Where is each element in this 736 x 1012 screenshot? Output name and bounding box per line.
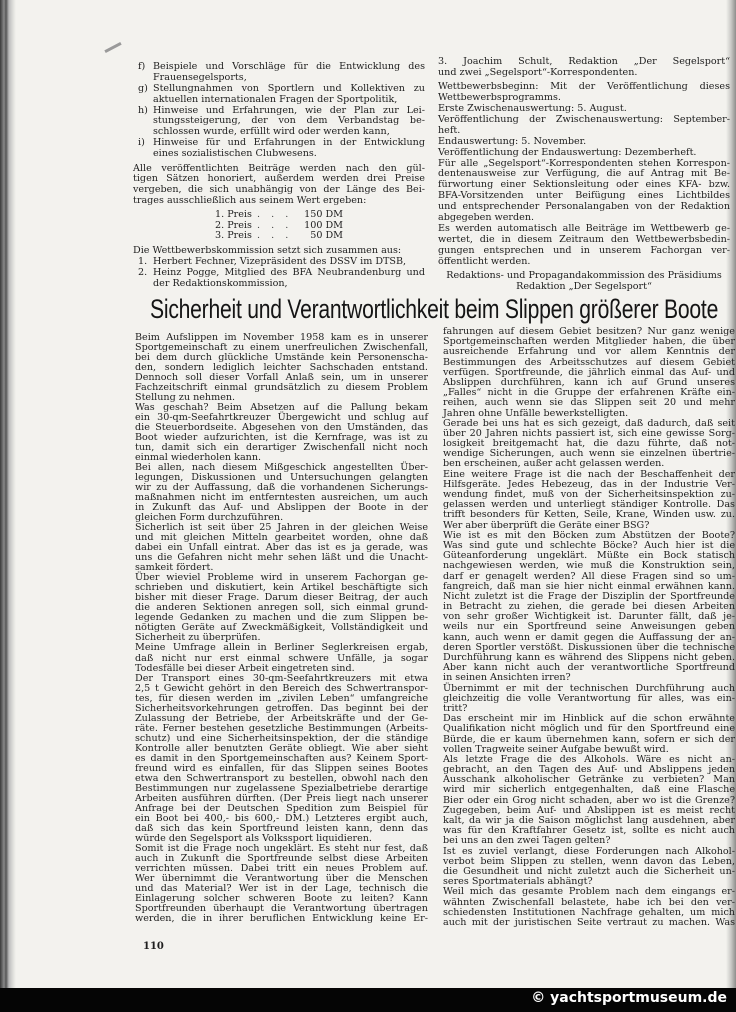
item-label: 1. [138, 255, 148, 267]
text-line: von sehr großer Wichtigkeit ist. Darunter fällt, daß je- [443, 611, 735, 623]
topic-list [133, 62, 425, 160]
paragraph [443, 531, 735, 684]
text-line: bisher mit dieser Frage. Darum dieser Beitrag, der auch [135, 592, 428, 604]
text-line: den, sondern lediglich leichter Sachschaden entstand. [135, 362, 428, 374]
list-item [133, 62, 425, 84]
text-line: gleichen Form durchzuführen. [135, 512, 284, 524]
item-label: f) [138, 61, 146, 72]
text-line: schrieben und diskutiert, kein Artikel beschäftigte sich [135, 582, 428, 594]
text-line: Herbert Fechner, Vizepräsident des DSSV im DTSB, [153, 255, 407, 267]
text-line: auch in Zukunft die Sportfreunde selbst diese Arbeiten [135, 852, 428, 864]
list-item [133, 84, 425, 106]
item-label: i) [138, 137, 145, 149]
text-line: die Gesundheit und nicht zuletzt auch die Sicherheit un- [443, 865, 735, 877]
text-line: in seinen Ansichten irren? [443, 672, 571, 684]
text-line: etwa den Schwertransport zu bestellen, obwohl nach den [135, 772, 428, 784]
paragraph [438, 148, 730, 159]
text-line: Bestimmungen des Arbeitsschutzes auf diesem Gebiet [443, 356, 735, 368]
text-line: verbot beim Slippen zu stellen, wenn davon das Leben, [443, 855, 735, 867]
list-item [133, 138, 425, 160]
paragraph [438, 224, 730, 268]
text-line: Über wieviel Probleme wird in unserem Fachorgan ge- [135, 572, 428, 584]
text-line: uns die Gefahren nicht mehr sehen läßt und die Unacht- [135, 552, 428, 564]
watermark-text: © yachtsportmuseum.de [531, 990, 727, 1006]
text-line: gleichzeitig die volle Verantwortung für alles, was ein- [443, 692, 735, 704]
text-line: samkeit fördert. [135, 562, 214, 574]
text-line: Der Transport eines 30-qm-Seefahrtkreuzers mit etwa [135, 672, 428, 684]
text-line: würde den Segelsport als Volkssport liquidieren. [135, 832, 372, 844]
text-line: Wie ist es mit den Böcken zum Abstützen der Boote? [443, 529, 735, 541]
paragraph [438, 115, 730, 137]
article-column-right [443, 327, 735, 928]
text-line: Boot wieder aufzurichten, ist die Kernfrage, was ist zu [135, 432, 428, 444]
text-line: trifft besonders für Ketten, Seile, Krane, Winden usw. zu. [443, 509, 735, 521]
text-line: Sicherheit zu überprüfen. [135, 632, 261, 644]
text-line: Sportgemeinschaft zu einem unerfreulichen Zwischenfall, [135, 342, 428, 354]
paragraph [443, 755, 735, 847]
paragraph [443, 847, 735, 888]
text-line: schutz) und eine Sicherheitsinspektion, der die ständige [135, 732, 428, 744]
text-line: Aber kann nicht auch der verantwortliche Sportfreund [443, 662, 735, 674]
text-line: Zugegeben, beim Auf- und Abslippen ist es meist recht [443, 804, 735, 816]
text-line: aktuellen internationalen Fragen der Sportpolitik, [153, 93, 398, 105]
text-line: Bier oder ein Grog nicht schaden, aber wo ist die Grenze? [443, 794, 735, 806]
text-line: gebracht, an den Tagen des Auf- und Abslippens jeden [443, 764, 735, 776]
text-line: Hinweise für und Erfahrungen in der Entwicklung [153, 137, 425, 149]
paragraph [438, 137, 730, 148]
text-line: Stellung zu nehmen. [135, 392, 236, 404]
text-line: wendung findet, muß von der Sicherheitsinspektion zu- [443, 489, 735, 500]
text-line: Das erscheint mir im Hinblick auf die schon erwähnte [443, 713, 735, 725]
text-line: Todesfälle bei dieser Arbeit eingetreten sind. [135, 662, 355, 674]
signature-line-2: Redaktion „Der Segelsport“ [516, 280, 652, 292]
text-line: tun, damit sich ein derartiger Zwischenfall nicht noch [135, 442, 428, 454]
text-line: heft. [438, 124, 461, 136]
text-line: kann, auch wenn er damit gegen die Auffassung der an- [443, 631, 735, 643]
text-line: Wer übernimmt die Verantwortung über die Menschen [135, 872, 428, 884]
text-line: Dennoch soll dieser Vorfall Anlaß sein, um in unserer [135, 372, 428, 384]
text-line: Für alle „Segelsport“-Korrespondenten stehen Korrespon- [438, 157, 730, 169]
text-line: Meine Umfrage allein in Berliner Seglerkreisen ergab, [135, 642, 428, 654]
text-line: Beim Aufslippen im November 1958 kam es in unserer [135, 332, 428, 343]
text-line: verfügen. Sportfreunde, die jährlich einmal das Auf- und [443, 366, 735, 378]
paragraph [438, 159, 730, 224]
paragraph [443, 327, 735, 419]
commission-member [133, 268, 425, 290]
text-line: auch mit der juristischen Seite vertraut zu machen. Was [443, 916, 735, 928]
text-line: Endauswertung: 5. November. [438, 135, 587, 147]
text-line: die anderen Sektionen anregen soll, sich einmal grund- [135, 602, 428, 614]
text-line: schlossen wurde, erfüllt wird oder werden kann, [153, 126, 390, 138]
text-line: 2,5 t Gewicht gehört in den Bereich des Schwertranspor- [135, 682, 428, 694]
text-line: Ausschank alkoholischer Getränke zu verbieten? Man [443, 774, 735, 786]
text-line: freund wird es einfallen, für das Slippen seines Bootes [135, 762, 428, 774]
text-line: öffentlicht werden. [438, 255, 531, 267]
text-line: Nicht zuletzt ist die Frage der Disziplin der Sportfreunde [443, 590, 735, 602]
paragraph [443, 887, 735, 928]
text-line: dentenausweise zur Verfügung, die auf Antrag mit Be- [438, 168, 730, 180]
text-line: losigkeit breitgemacht hat, die dazu führte, daß not- [443, 438, 735, 450]
prize-row [215, 231, 343, 242]
prize-paragraph [133, 164, 425, 208]
text-line: eines sozialistischen Clubwesens. [153, 148, 317, 160]
text-line: Alle veröffentlichten Beiträge werden nach den gül- [133, 162, 425, 174]
text-line: schiedensten Institutionen Nachfrage gehalten, um mich [443, 906, 735, 918]
paragraph [443, 714, 735, 755]
prize-amount: 50 DM [310, 230, 343, 242]
text-line: kalt, da wir ja die Saison möglichst lang ausdehnen, aber [443, 815, 735, 826]
prize-label: 3. Preis [215, 230, 252, 242]
text-line: über 20 Jahren nichts passiert ist, sich eine gewisse Sorg- [443, 427, 735, 439]
prize-amount: 100 DM [304, 219, 343, 231]
text-line: daß nicht nur erst einmal schwere Unfälle, ja sogar [135, 652, 428, 664]
text-line: Gerade bei uns hat es sich gezeigt, daß dadurch, daß seit [443, 417, 735, 429]
paragraph [135, 403, 428, 463]
text-line: Weil mich das gesamte Problem nach dem eingangs er- [443, 886, 735, 898]
text-line: trages ausschließlich aus seinem Wert ergeben: [133, 195, 367, 207]
page-number: 110 [143, 941, 164, 952]
prize-dots: . . . [257, 219, 293, 231]
text-line: ein Boot bei 400,- bis 600,- DM.) Letzteres ergibt auch, [135, 812, 428, 824]
text-line: Anfrage bei der Deutschen Spedition zum Beispiel für [135, 802, 428, 814]
text-line: maßnahmen nicht im entferntesten ausreichen, um auch [135, 492, 428, 504]
prize-dots: . . . [257, 230, 293, 242]
text-line: Arbeiten ausführen dürften. (Der Preis liegt nach unserer [135, 792, 428, 804]
item-label: 2. [138, 266, 148, 278]
text-line: Jahren ohne Unfälle bewerkstelligten. [443, 407, 629, 419]
text-line: 3. Joachim Schult, Redaktion „Der Segelsport“ [438, 56, 730, 67]
text-line: und zwei „Segelsport“-Korrespondenten. [438, 66, 638, 78]
text-line: Was sind gute und schlechte Böcke? Auch hier ist die [443, 539, 735, 551]
text-line: deren Sportler verstößt. Diskussionen über die technische [443, 641, 735, 653]
signature-line-1: Redaktions- und Propagandakommission des Präsidiums [446, 269, 722, 281]
text-line: fangreich, daß man sie hier nicht einmal erwähnen kann. [443, 580, 735, 592]
commission-intro: Die Wettbewerbskommission setzt sich zusammen aus: [133, 244, 402, 256]
text-line: Stellungnahmen von Sportlern und Kollektiven zu [153, 82, 425, 94]
text-line: wendige Sicherungen, auch wenn sie einzelnen übertrie- [443, 448, 735, 460]
text-line: wertet, die in diesem Zeitraum den Wettbewerbsbedin- [438, 233, 730, 245]
prize-label: 1. Preis [215, 209, 252, 221]
paragraph [438, 82, 730, 104]
text-line: Ist es zuviel verlangt, diese Forderungen nach Alkohol- [443, 845, 735, 857]
paragraph [443, 419, 735, 470]
text-line: Heinz Pogge, Mitglied des BFA Neubrandenburg und [153, 266, 425, 278]
text-line: in Betracht zu ziehen, die gerade bei diesen Arbeiten [443, 601, 735, 613]
text-line: Abslippen durchführen, kann ich auf Grund unseres [443, 376, 735, 388]
watermark-bar [0, 988, 736, 1012]
text-line: BFA-Vorsitzenden unter Beifügung eines Lichtbildes [438, 190, 730, 202]
text-line: Frauensegelsports, [153, 71, 247, 83]
paragraph [135, 523, 428, 573]
text-line: was für den Kraftfahrer Gesetz ist, sollte es nicht auch [443, 825, 735, 837]
book-binding-shadow [0, 0, 16, 1012]
text-line: darf er genagelt werden? All diese Fragen sind so um- [443, 570, 735, 582]
scan-mark [104, 42, 121, 53]
text-line: wir zu der Auffassung, daß die vorhandenen Sicherungs- [135, 482, 428, 494]
competition-schedule [438, 82, 730, 267]
commission-members [133, 257, 425, 290]
text-line: Hilfsgeräte. Jedes Hebezeug, das in der Industrie Ver- [443, 478, 735, 490]
paragraph [135, 674, 428, 844]
text-line: vollen Tragweite seiner Aufgabe bewußt wird. [443, 743, 669, 755]
paragraph [135, 643, 428, 673]
text-line: und das Material? Wer ist in der Lage, technisch die [135, 882, 428, 894]
paragraph [443, 684, 735, 715]
text-line: die Steuerbordseite. Abgesehen von den Umständen, das [135, 422, 428, 434]
prize-amount: 150 DM [304, 209, 343, 221]
text-line: weils nur ein Sportfreund seine Anweisungen geben [443, 621, 735, 633]
text-line: nachgewiesen werden, wie muß die Konstruktion sein, [443, 560, 735, 572]
text-line: Sicherheitsvorkehrungen getroffen. Das beginnt bei der [135, 702, 428, 714]
text-line: tritt? [443, 702, 468, 714]
paragraph [443, 470, 735, 531]
text-line: fahrungen auf diesem Gebiet besitzen? Nur ganz wenige [443, 326, 735, 337]
text-line: bei dem durch glückliche Umstände kein Personenscha- [135, 352, 428, 364]
paragraph [135, 333, 428, 403]
text-line: Eine weitere Frage ist die nach der Beschaffenheit der [443, 468, 735, 480]
text-line: Sicherlich ist seit über 25 Jahren in der gleichen Weise [135, 522, 428, 534]
item-label: g) [138, 82, 148, 94]
article-column-left [135, 333, 428, 924]
text-line: stungssteigerung, der von dem Verbandstag be- [153, 115, 425, 127]
paragraph [135, 573, 428, 643]
text-line: gungen entsprechen und in unserem Fachorgan ver- [438, 244, 730, 256]
text-line: gelassen werden und unterliegt ständiger Kontrolle. Das [443, 499, 735, 511]
article-title: Sicherheit und Verantwortlichkeit beim Slippen größerer Boote [150, 294, 719, 324]
text-line: Kontrolle aller benutzten Geräte obliegt. Wie aber sieht [135, 742, 428, 754]
text-line: und mit gleichen Mitteln gearbeitet worden, ohne daß [135, 532, 428, 544]
text-line: Wettbewerbsprogramms. [438, 92, 561, 104]
prize-table [215, 210, 343, 242]
text-line: Bestimmungen nur zugelassene Spezialbetriebe derartige [135, 782, 428, 794]
text-line: seres Sportmaterials abhängt? [443, 876, 593, 888]
item-label: h) [138, 104, 148, 116]
text-line: Veröffentlichung der Zwischenauswertung: September- [438, 113, 730, 125]
text-line: Bürde, die er kaum übernehmen kann, sofern er sich der [443, 733, 735, 745]
text-line: legende Gedanken zu machen und die zum Slippen be- [135, 612, 428, 624]
text-line: tes, für diesen werden im „zivilen Leben“ umfangreiche [135, 692, 428, 704]
competition-terms-right [438, 57, 730, 293]
text-line: reihen, auch wenn sie das Slippen seit 20 und mehr [443, 397, 735, 409]
prize-label: 2. Preis [215, 219, 252, 231]
competition-terms-left [133, 62, 425, 289]
paragraph [135, 844, 428, 924]
text-line: ben erscheinen, außer acht gelassen werden. [443, 458, 665, 470]
text-line: Wettbewerbsbeginn: Mit der Veröffentlichung dieses [438, 81, 730, 93]
text-line: fürwortung einer Sektionsleitung oder eines KFA- bzw. [438, 179, 730, 191]
text-line: Fachzeitschrift einmal grundsätzlich zu diesem Problem [135, 382, 428, 394]
text-line: bei uns an den zwei Tagen gelten? [443, 835, 611, 847]
text-line: legungen, Diskussionen und Untersuchungen gelangten [135, 472, 428, 484]
text-line: in Zukunft das Auf- und Abslippen der Boote in der [135, 502, 428, 514]
text-line: wähnten Zwischenfall belastete, habe ich bei den ver- [443, 896, 735, 908]
text-line: Als letzte Frage die des Alkohols. Wäre es nicht an- [443, 753, 735, 765]
text-line: Güteanforderung ungeklärt. Müßte ein Bock statisch [443, 550, 735, 562]
text-line: tigen Sätzen honoriert, außerdem werden drei Preise [133, 173, 425, 185]
text-line: Beispiele und Vorschläge für die Entwicklung des [153, 61, 425, 72]
text-line: Sportfreunden überhaupt die Verantwortung übertragen [135, 902, 428, 914]
text-line: Veröffentlichung der Endauswertung: Dezemberheft. [438, 146, 697, 158]
commission-member [133, 257, 425, 268]
text-line: „Falles“ nicht in die Gruppe der erfahrenen Kräfte ein- [443, 387, 735, 399]
text-line: Sportgemeinschaften werden Mitglieder haben, die über [443, 336, 735, 348]
text-line: nötigten Geräte auf Zweckmäßigkeit, Vollständigkeit und [135, 622, 428, 634]
text-line: Einlagerung solcher schweren Boote zu leiten? Kann [135, 892, 428, 904]
text-line: es damit in den Sportgemeinschaften aus? Keinem Sport- [135, 752, 428, 764]
text-line: vergeben, die sich unabhängig von der Länge des Bei- [133, 184, 425, 196]
text-line: werden, die in ihrer beruflichen Entwicklung keine Er- [135, 912, 428, 924]
text-line: der Redaktionskommission, [153, 277, 288, 289]
paragraph [135, 463, 428, 523]
text-line: ausreichende Erfahrung und vor allem Kenntnis der [443, 346, 735, 358]
text-line: dabei ein Unfall eintrat. Aber das ist es ja gerade, was [135, 542, 428, 554]
text-line: Was geschah? Beim Absetzen auf die Pallung bekam [135, 402, 428, 414]
prize-dots: . . . [257, 209, 293, 221]
text-line: Es werden automatisch alle Beiträge im Wettbewerb ge- [438, 222, 730, 234]
text-line: daß sich das kein Sportfreund leisten kann, denn das [135, 822, 428, 834]
text-line: Durchführung kann es während des Slippens nicht geben. [443, 652, 735, 663]
text-line: räte. Ferner bestehen gesetzliche Bestimmungen (Arbeits- [135, 722, 428, 734]
text-line: Qualifikation nicht möglich und für den Sportfreund eine [443, 723, 735, 735]
text-line: Wer aber überprüft die Geräte einer BSG? [443, 519, 650, 531]
text-line: wird mir sicherlich entgegenhalten, daß eine Flasche [443, 784, 735, 796]
text-line: Erste Zwischenauswertung: 5. August. [438, 103, 627, 115]
text-line: abgegeben werden. [438, 211, 535, 223]
list-item [133, 106, 425, 139]
text-line: ein 30-qm-Seefahrtkreuzer Übergewicht und schlug auf [135, 412, 428, 424]
text-line: einmal wiederholen kann. [135, 452, 262, 464]
text-line: verrichten müssen. Dabei tritt ein neues Problem auf. [135, 862, 428, 874]
text-line: und entsprechender Personalangaben von der Redaktion [438, 201, 730, 213]
text-line: Zulassung der Betriebe, der Arbeitskräfte und der Ge- [135, 712, 428, 724]
text-line: Bei allen, nach diesem Mißgeschick angestellten Über- [135, 462, 428, 474]
text-line: Somit ist die Frage noch ungeklärt. Es steht nur fest, daß [135, 842, 428, 854]
text-line: Übernimmt er mit der technischen Durchführung auch [443, 682, 735, 694]
commission-member-3 [438, 57, 730, 79]
text-line: Hinweise und Erfahrungen, wie der Plan zur Lei- [153, 104, 425, 116]
